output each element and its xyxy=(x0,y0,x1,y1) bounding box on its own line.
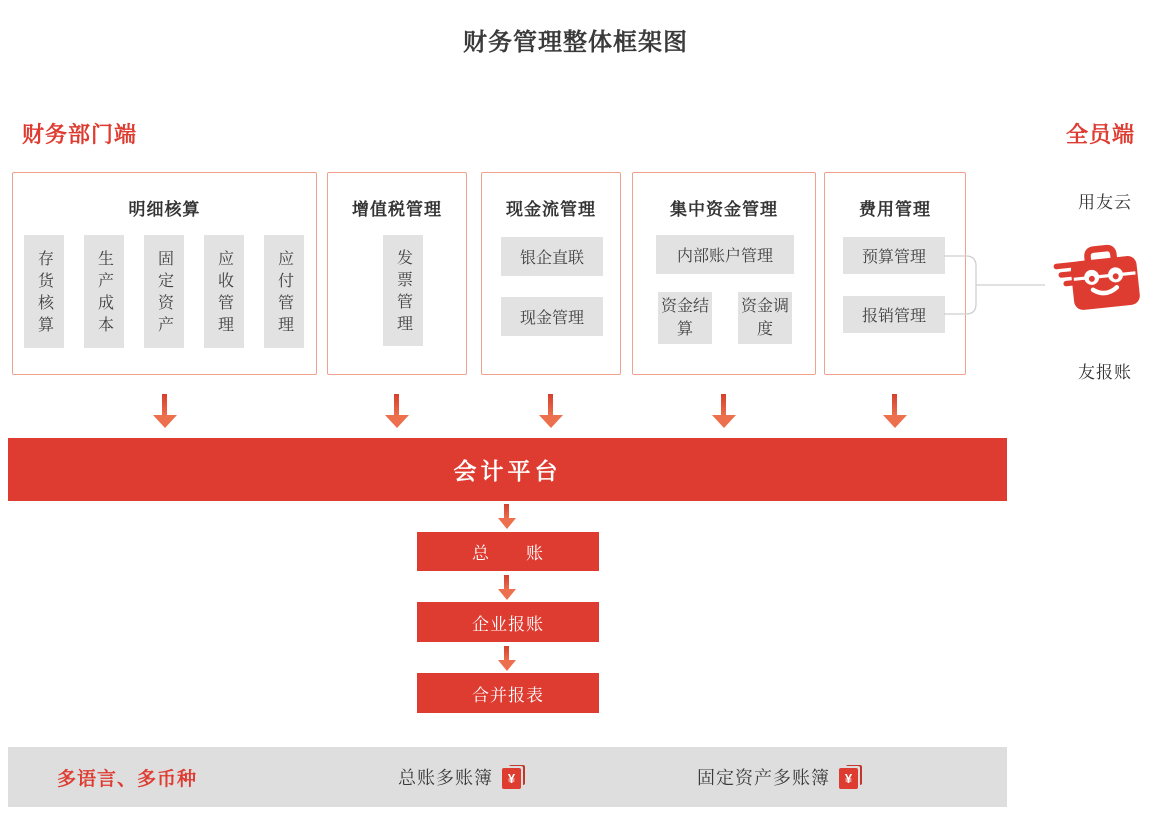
section-label-all-staff: 全员端 xyxy=(1066,122,1136,147)
gl-multi-ledger-item xyxy=(398,747,525,807)
bottom-feature-bar xyxy=(8,747,1007,807)
down-arrow-icon xyxy=(385,394,409,428)
down-arrow-icon xyxy=(498,575,516,600)
stacked-ledger-yen-icon xyxy=(839,765,862,789)
briefcase-smile-icon xyxy=(1048,234,1148,318)
box-cashflow-management xyxy=(481,172,621,375)
flow-box-enterprise-reporting: 企业报账 xyxy=(417,602,599,642)
box-header: 集中资金管理 xyxy=(670,200,778,219)
ledger-yen-glyph: ¥ xyxy=(839,768,858,789)
gl-multi-ledger-label: 总账多账簿 xyxy=(398,768,493,788)
fa-multi-ledger-label: 固定资产多账簿 xyxy=(697,768,830,788)
pill-payables-mgmt: 应付管理 xyxy=(264,235,304,348)
down-arrow-icon xyxy=(498,504,516,529)
flow-box-general-ledger: 总 账 xyxy=(417,532,599,571)
box-header: 现金流管理 xyxy=(506,200,596,219)
pill-invoice-mgmt: 发票管理 xyxy=(383,235,423,346)
pill-budget-mgmt: 预算管理 xyxy=(843,237,945,274)
youbaozhang-label: 友报账 xyxy=(1078,363,1132,382)
accounting-platform-bar: 会计平台 xyxy=(8,438,1007,501)
pill-internal-accounts: 内部账户管理 xyxy=(656,235,794,274)
section-label-finance-dept: 财务部门端 xyxy=(22,122,138,147)
pill-fund-settlement: 资金结算 xyxy=(658,292,712,344)
pill-fund-dispatch: 资金调度 xyxy=(738,292,792,344)
pill-reimbursement-mgmt: 报销管理 xyxy=(843,296,945,333)
page-title: 财务管理整体框架图 xyxy=(463,29,688,56)
down-arrow-icon xyxy=(539,394,563,428)
box-header: 明细核算 xyxy=(128,200,201,219)
pill-production-cost: 生产成本 xyxy=(84,235,124,348)
down-arrow-icon xyxy=(883,394,907,428)
pill-inventory-accounting: 存货核算 xyxy=(24,235,64,348)
box-detail-accounting xyxy=(12,172,317,375)
connector-bracket xyxy=(940,245,1050,325)
box-header: 增值税管理 xyxy=(352,200,442,219)
box-centralized-funds xyxy=(632,172,816,375)
box-vat-management xyxy=(327,172,467,375)
multi-language-label: 多语言、多币种 xyxy=(57,768,198,790)
ledger-yen-glyph: ¥ xyxy=(502,768,521,789)
pill-receivables-mgmt: 应收管理 xyxy=(204,235,244,348)
box-header: 费用管理 xyxy=(859,200,931,219)
down-arrow-icon xyxy=(498,646,516,671)
down-arrow-icon xyxy=(153,394,177,428)
pill-fixed-assets: 固定资产 xyxy=(144,235,184,348)
pill-bank-direct-link: 银企直联 xyxy=(501,237,603,276)
down-arrow-icon xyxy=(712,394,736,428)
stacked-ledger-yen-icon xyxy=(502,765,525,789)
flow-box-consolidated-reports: 合并报表 xyxy=(417,673,599,713)
pill-cash-mgmt: 现金管理 xyxy=(501,297,603,336)
fa-multi-ledger-item xyxy=(697,747,862,807)
yonyou-cloud-label: 用友云 xyxy=(1078,193,1132,212)
